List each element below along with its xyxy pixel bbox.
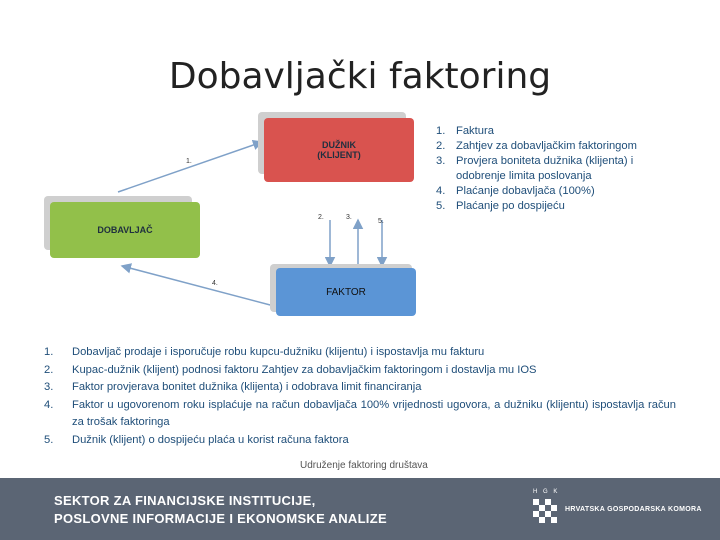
arrow-label-3: 3.: [346, 214, 352, 221]
step-number: 5.: [436, 200, 446, 212]
list-item: [436, 154, 686, 184]
step-number: 4.: [436, 185, 446, 197]
arrow-label-5: 5.: [378, 218, 384, 225]
debtor-box-line1: DUŽNIK: [322, 140, 356, 150]
list-item: [44, 362, 676, 380]
description-text: Faktor provjerava bonitet dužnika (klijenta) i odobrava limit financiranja: [72, 381, 422, 393]
description-number: 3.: [44, 381, 54, 393]
factoring-diagram: [40, 108, 430, 318]
source-note: Udruženje faktoring društava: [300, 460, 428, 471]
factor-box: [276, 268, 416, 316]
debtor-box-line2: (KLIJENT): [317, 150, 361, 160]
description-number: 2.: [44, 363, 54, 376]
step-text: Plaćanje po dospijeću: [456, 200, 565, 212]
list-item: [44, 432, 676, 450]
description-number: 1.: [44, 346, 54, 358]
step-text: Plaćanje dobavljača (100%): [456, 185, 595, 197]
list-item: [44, 397, 676, 432]
step-text: Provjera boniteta dužnika (klijenta) i odobrenje limita poslovanja: [456, 155, 634, 182]
arrow-4: [122, 266, 274, 306]
list-item: [436, 139, 686, 154]
step-text: Zahtjev za dobavljačkim faktoringom: [456, 140, 637, 152]
hgk-logo-icon: [533, 499, 559, 527]
supplier-box-label: DOBAVLJAČ: [97, 225, 153, 235]
steps-list: [436, 124, 686, 214]
description-text: Kupac-dužnik (klijent) podnosi faktoru Zahtjev za dobavljačkim faktoringom i dostavlja mu IOS: [72, 363, 537, 376]
list-item: [436, 124, 686, 139]
description-number: 5.: [44, 433, 54, 446]
arrow-label-1: 1.: [186, 158, 192, 165]
arrow-label-4: 4.: [212, 280, 218, 287]
list-item: [44, 379, 676, 397]
list-item: [436, 184, 686, 199]
supplier-box: [50, 202, 200, 258]
step-text: Faktura: [456, 125, 494, 137]
arrow-1: [118, 142, 262, 192]
hgk-abbr: H G K: [533, 489, 560, 495]
description-text: Dužnik (klijent) o dospijeću plaća u korist računa faktora: [72, 433, 349, 446]
footer-department: [54, 492, 387, 528]
footer-line-1: SEKTOR ZA FINANCIJSKE INSTITUCIJE,: [54, 493, 316, 508]
arrow-label-2: 2.: [318, 214, 324, 221]
hgk-org-name: HRVATSKA GOSPODARSKA KOMORA: [565, 506, 702, 513]
list-item: [436, 199, 686, 214]
description-number: 4.: [44, 398, 54, 411]
description-text: Dobavljač prodaje i isporučuje robu kupcu-dužniku (klijentu) i ispostavlja mu fakturu: [72, 346, 485, 358]
step-number: 3.: [436, 155, 446, 167]
step-number: 2.: [436, 140, 446, 152]
description-list: [44, 344, 676, 449]
step-number: 1.: [436, 125, 446, 137]
footer-line-2: POSLOVNE INFORMACIJE I EKONOMSKE ANALIZE: [54, 511, 387, 526]
slide-title: Dobavljački faktoring: [168, 56, 552, 97]
description-text: Faktor u ugovorenom roku isplaćuje na račun dobavljača 100% vrijednosti ugovora, a dužniku (klijentu) ispostavlja račun za trošak faktoringa: [72, 398, 676, 428]
debtor-box: [264, 118, 414, 182]
list-item: [44, 344, 676, 362]
factor-box-label: FAKTOR: [326, 286, 366, 298]
